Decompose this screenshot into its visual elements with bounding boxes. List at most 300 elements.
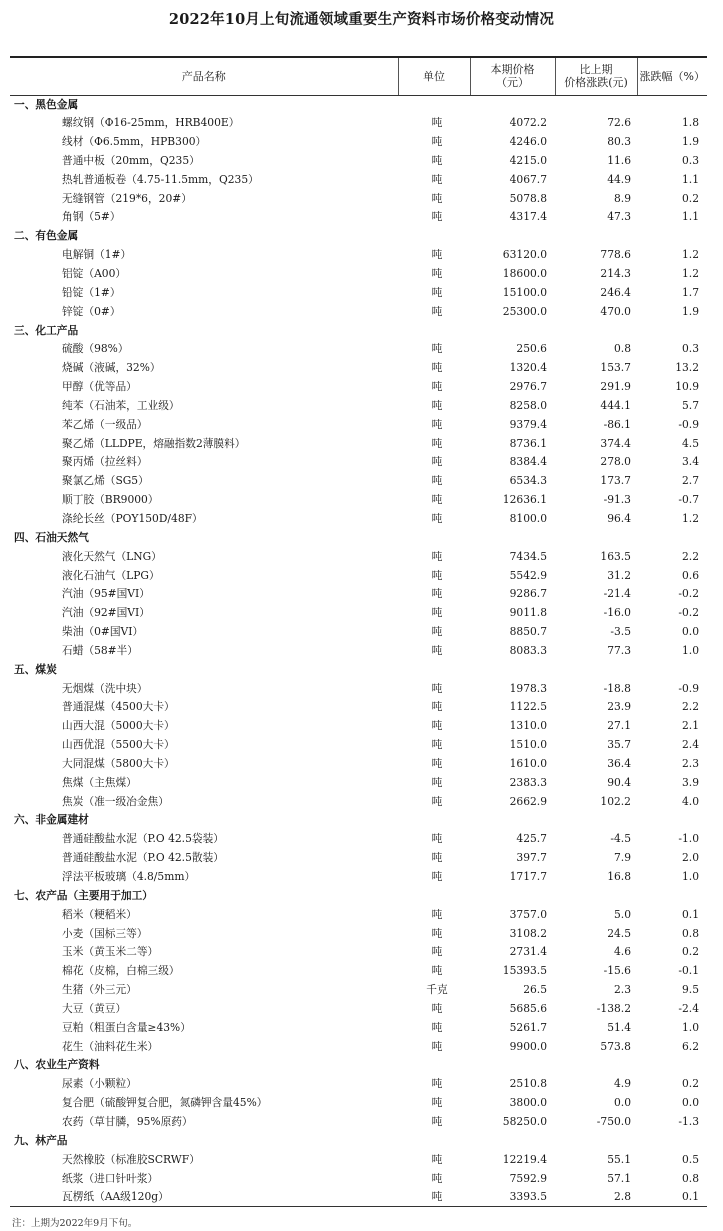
unit-cell: 吨 (431, 135, 443, 149)
pct-cell: -0.2 (678, 606, 699, 620)
pct-cell: 0.1 (637, 1188, 707, 1207)
price-cell: 26.5 (523, 983, 547, 997)
pct-cell: 0.2 (682, 945, 699, 959)
header-pct: 涨跌幅（%） (637, 57, 707, 95)
category-label: 九、林产品 (14, 1133, 68, 1147)
category-row (10, 1131, 707, 1150)
change-cell: 778.6 (600, 248, 631, 262)
product-name: 浮法平板玻璃（4.8/5mm） (62, 870, 196, 884)
product-name: 液化石油气（LPG） (62, 568, 160, 582)
pct-cell: 2.1 (682, 719, 699, 733)
pct-cell: 0.0 (682, 625, 699, 639)
unit-cell: 吨 (431, 417, 443, 431)
unit-cell: 吨 (431, 1039, 443, 1053)
product-name: 普通硅酸盐水泥（P.O 42.5袋装） (62, 832, 224, 846)
unit-cell: 吨 (431, 304, 443, 318)
table-row (10, 152, 707, 171)
product-name: 聚乙烯（LLDPE，熔融指数2薄膜料） (62, 436, 246, 450)
price-cell: 1610.0 (509, 756, 547, 770)
product-name: 柴油（0#国VI） (62, 625, 144, 639)
product-name: 顺丁胶（BR9000） (62, 493, 159, 507)
change-cell: -91.3 (603, 493, 631, 507)
pct-cell: 1.0 (682, 1020, 699, 1034)
price-cell: 2510.8 (509, 1077, 547, 1091)
pct-cell: -0.9 (678, 417, 699, 431)
page-title: 2022年10月上旬流通领域重要生产资料市场价格变动情况 (168, 11, 555, 28)
product-name: 复合肥（硫酸钾复合肥，氮磷钾含量45%） (62, 1096, 268, 1110)
change-cell: 0.0 (614, 1096, 631, 1110)
change-cell: 57.1 (607, 1171, 631, 1185)
pct-cell: 9.5 (682, 983, 699, 997)
change-cell: 55.1 (607, 1152, 631, 1166)
table-row (10, 397, 707, 416)
table-row (10, 566, 707, 585)
change-cell: -15.6 (603, 964, 631, 978)
pct-cell: 4.0 (682, 794, 699, 808)
change-cell: 214.3 (600, 267, 631, 281)
price-cell: 397.7 (516, 851, 547, 865)
product-name: 烧碱（液碱，32%） (62, 361, 161, 375)
pct-cell: -0.7 (678, 493, 699, 507)
change-cell: 72.6 (607, 116, 631, 130)
price-cell: 1717.7 (509, 870, 547, 884)
price-cell: 7592.9 (509, 1171, 547, 1185)
change-cell: 291.9 (600, 380, 631, 394)
pct-cell: 1.9 (682, 135, 699, 149)
table-row (10, 604, 707, 623)
product-name: 生猪（外三元） (62, 983, 137, 997)
unit-cell: 吨 (431, 1114, 443, 1128)
unit-cell: 吨 (431, 248, 443, 262)
pct-cell: 0.8 (682, 1171, 699, 1185)
product-name: 石蜡（58#半） (62, 643, 138, 657)
unit-cell: 吨 (431, 153, 443, 167)
table-body (10, 95, 707, 1207)
product-name: 铝锭（A00） (62, 267, 127, 281)
table-row (10, 133, 707, 152)
pct-cell: -1.0 (678, 832, 699, 846)
unit-cell: 吨 (431, 342, 443, 356)
change-cell: 8.9 (614, 191, 631, 205)
table-row (10, 472, 707, 491)
price-cell: 12219.4 (502, 1152, 547, 1166)
unit-cell: 吨 (431, 756, 443, 770)
category-row (10, 886, 707, 905)
price-cell: 18600.0 (502, 267, 547, 281)
header-price-line1: 本期价格 (490, 63, 535, 77)
unit-cell: 吨 (431, 568, 443, 582)
unit-cell: 吨 (431, 210, 443, 224)
product-name: 纸浆（进口针叶浆） (62, 1171, 159, 1185)
product-name: 线材（Φ6.5mm，HPB300） (62, 135, 207, 149)
unit-cell: 吨 (431, 832, 443, 846)
table-row (10, 114, 707, 133)
pct-cell: 1.8 (682, 116, 699, 130)
unit-cell: 吨 (431, 606, 443, 620)
change-cell: 374.4 (600, 436, 631, 450)
unit-cell: 吨 (431, 1171, 443, 1185)
table-row (10, 359, 707, 378)
price-cell: 1320.4 (509, 361, 547, 375)
unit-cell: 吨 (431, 1077, 443, 1091)
product-name: 角钢（5#） (62, 210, 121, 224)
price-cell: 9286.7 (509, 587, 547, 601)
unit-cell: 吨 (431, 267, 443, 281)
table-row (10, 1000, 707, 1019)
pct-cell: 10.9 (675, 380, 699, 394)
table-row (10, 830, 707, 849)
pct-cell: 2.0 (682, 851, 699, 865)
table-row (10, 962, 707, 981)
price-cell: 8083.3 (509, 643, 547, 657)
header-unit: 单位 (398, 57, 470, 95)
pct-cell: 5.7 (682, 398, 699, 412)
unit-cell: 千克 (426, 983, 448, 997)
unit-cell: 吨 (431, 851, 443, 865)
unit-cell: 吨 (431, 380, 443, 394)
change-cell: 4.9 (614, 1077, 631, 1091)
unit-cell: 吨 (431, 870, 443, 884)
unit-cell: 吨 (431, 191, 443, 205)
product-name: 螺纹钢（Φ16-25mm，HRB400E） (62, 116, 240, 130)
table-row (10, 717, 707, 736)
product-name: 天然橡胶（标准胶SCRWF） (62, 1152, 200, 1166)
table-row (10, 623, 707, 642)
table-row (10, 415, 707, 434)
table-row (10, 434, 707, 453)
pct-cell: -1.3 (678, 1114, 699, 1128)
category-label: 一、黑色金属 (14, 97, 79, 111)
price-cell: 5078.8 (509, 191, 547, 205)
category-row (10, 321, 707, 340)
unit-cell: 吨 (431, 436, 443, 450)
table-row (10, 283, 707, 302)
price-cell: 5261.7 (509, 1020, 547, 1034)
price-cell: 250.6 (516, 342, 547, 356)
price-cell: 7434.5 (509, 549, 547, 563)
header-product-name: 产品名称 (10, 57, 398, 95)
price-cell: 8384.4 (509, 455, 547, 469)
change-cell: 2.3 (614, 983, 631, 997)
table-row (10, 453, 707, 472)
table-row (10, 1075, 707, 1094)
table-row (10, 698, 707, 717)
pct-cell: 1.2 (682, 511, 699, 525)
header-change-line2: 价格涨跌(元) (564, 76, 628, 90)
price-cell: 8100.0 (509, 511, 547, 525)
product-name: 棉花（皮棉，白棉三级） (62, 964, 180, 978)
product-name: 焦炭（准一级冶金焦） (62, 794, 169, 808)
pct-cell: 0.2 (682, 1077, 699, 1091)
change-cell: 573.8 (600, 1039, 631, 1053)
category-label: 四、石油天然气 (14, 530, 89, 544)
unit-cell: 吨 (431, 116, 443, 130)
pct-cell: 2.2 (682, 549, 699, 563)
change-cell: 11.6 (607, 153, 631, 167)
product-name: 汽油（95#国VI） (62, 587, 150, 601)
table-row (10, 981, 707, 1000)
change-cell: -86.1 (603, 417, 631, 431)
pct-cell: 1.2 (682, 267, 699, 281)
pct-cell: 3.9 (682, 775, 699, 789)
unit-cell: 吨 (431, 625, 443, 639)
price-cell: 8736.1 (509, 436, 547, 450)
pct-cell: 1.2 (682, 248, 699, 262)
product-name: 豆粕（粗蛋白含量≥43%） (62, 1020, 191, 1034)
price-cell: 6534.3 (509, 474, 547, 488)
pct-cell: 3.4 (682, 455, 699, 469)
unit-cell: 吨 (431, 926, 443, 940)
table-row (10, 1169, 707, 1188)
pct-cell: 0.3 (682, 153, 699, 167)
product-name: 涤纶长丝（POY150D/48F） (62, 511, 203, 525)
change-cell: 16.8 (607, 870, 631, 884)
table-row (10, 1188, 707, 1207)
table-row (10, 755, 707, 774)
unit-cell: 吨 (431, 361, 443, 375)
product-name: 山西大混（5000大卡） (62, 719, 175, 733)
table-row (10, 378, 707, 397)
product-name: 锌锭（0#） (62, 304, 121, 318)
pct-cell: 1.0 (682, 643, 699, 657)
change-cell: 44.9 (607, 172, 631, 186)
price-cell: 8850.7 (509, 625, 547, 639)
table-row (10, 773, 707, 792)
price-cell: 8258.0 (509, 398, 547, 412)
change-cell: -750.0 (596, 1114, 631, 1128)
product-name: 电解铜（1#） (62, 248, 132, 262)
category-row (10, 528, 707, 547)
header-change (555, 57, 637, 95)
price-cell: 2976.7 (509, 380, 547, 394)
price-cell: 3393.5 (470, 1188, 555, 1207)
unit-cell: 吨 (431, 398, 443, 412)
change-cell: 102.2 (600, 794, 631, 808)
product-name: 农药（草甘膦，95%原药） (62, 1114, 193, 1128)
price-cell: 58250.0 (502, 1114, 547, 1128)
price-cell: 9379.4 (509, 417, 547, 431)
unit-cell: 吨 (431, 1001, 443, 1015)
table-row (10, 868, 707, 887)
unit-cell: 吨 (431, 285, 443, 299)
table-row (10, 510, 707, 529)
unit-cell: 吨 (431, 775, 443, 789)
price-cell: 5542.9 (509, 568, 547, 582)
category-label: 六、非金属建材 (14, 813, 89, 827)
unit-cell: 吨 (431, 945, 443, 959)
pct-cell: 2.3 (682, 756, 699, 770)
change-cell: 80.3 (607, 135, 631, 149)
table-row (10, 547, 707, 566)
change-cell: 470.0 (600, 304, 631, 318)
change-cell: 246.4 (600, 285, 631, 299)
category-label: 二、有色金属 (14, 229, 79, 243)
pct-cell: 0.2 (682, 191, 699, 205)
price-cell: 4067.7 (509, 172, 547, 186)
price-cell: 25300.0 (502, 304, 547, 318)
pct-cell: -0.2 (678, 587, 699, 601)
change-cell: -3.5 (610, 625, 631, 639)
pct-cell: 1.7 (682, 285, 699, 299)
product-name: 硫酸（98%） (62, 342, 129, 356)
header-price-line2: （元） (496, 76, 529, 90)
product-name: 纯苯（石油苯，工业级） (62, 398, 180, 412)
price-cell: 4246.0 (509, 135, 547, 149)
product-name: 普通混煤（4500大卡） (62, 700, 175, 714)
unit-cell: 吨 (431, 493, 443, 507)
table-row (10, 491, 707, 510)
pct-cell: 0.1 (682, 907, 699, 921)
change-cell: 0.8 (614, 342, 631, 356)
category-label: 七、农产品（主要用于加工） (14, 888, 153, 902)
pct-cell: 13.2 (675, 361, 699, 375)
category-row (10, 227, 707, 246)
footnote: 注：上期为2022年9月下旬。 (12, 1218, 138, 1229)
change-cell: 173.7 (600, 474, 631, 488)
change-cell: 23.9 (607, 700, 631, 714)
unit-cell: 吨 (431, 549, 443, 563)
table-row (10, 679, 707, 698)
unit-cell: 吨 (431, 1152, 443, 1166)
change-cell: 153.7 (600, 361, 631, 375)
price-cell: 1122.5 (509, 700, 547, 714)
unit-cell: 吨 (431, 794, 443, 808)
pct-cell: 1.1 (682, 210, 699, 224)
product-name: 聚丙烯（拉丝料） (62, 455, 148, 469)
price-cell: 1510.0 (509, 738, 547, 752)
table-row (10, 736, 707, 755)
change-cell: 444.1 (600, 398, 631, 412)
change-cell: 7.9 (614, 851, 631, 865)
header-change-line1: 比上期 (579, 63, 613, 77)
change-cell: 36.4 (607, 756, 631, 770)
price-cell: 9900.0 (509, 1039, 547, 1053)
table-row (10, 1094, 707, 1113)
product-name: 大同混煤（5800大卡） (62, 756, 175, 770)
product-name: 聚氯乙烯（SG5） (62, 474, 149, 488)
product-name: 苯乙烯（一级品） (62, 417, 148, 431)
pct-cell: 1.9 (682, 304, 699, 318)
table-row (10, 905, 707, 924)
product-name: 热轧普通板卷（4.75-11.5mm，Q235） (62, 172, 259, 186)
table-row (10, 189, 707, 208)
pct-cell: 0.3 (682, 342, 699, 356)
table-row (10, 170, 707, 189)
pct-cell: 0.8 (682, 926, 699, 940)
table-row (10, 265, 707, 284)
price-cell: 4317.4 (509, 210, 547, 224)
table-row (10, 1113, 707, 1132)
product-name: 稻米（粳稻米） (62, 907, 137, 921)
price-cell: 15393.5 (502, 964, 547, 978)
header-price (470, 57, 555, 95)
unit-cell: 吨 (431, 738, 443, 752)
product-name: 铅锭（1#） (62, 285, 121, 299)
table-row (10, 943, 707, 962)
category-row (10, 95, 707, 114)
table-header (10, 57, 707, 95)
table-row (10, 641, 707, 660)
unit-cell: 吨 (431, 587, 443, 601)
pct-cell: 1.1 (682, 172, 699, 186)
pct-cell: 0.0 (682, 1096, 699, 1110)
table-row (10, 246, 707, 265)
unit-cell: 吨 (431, 172, 443, 186)
price-cell: 4072.2 (509, 116, 547, 130)
unit-cell: 吨 (431, 681, 443, 695)
table-row (10, 1150, 707, 1169)
product-name: 无缝钢管（219*6，20#） (62, 191, 192, 205)
change-cell: 77.3 (607, 643, 631, 657)
table-row (10, 849, 707, 868)
pct-cell: 0.5 (682, 1152, 699, 1166)
price-cell: 3757.0 (509, 907, 547, 921)
product-name: 小麦（国标三等） (62, 926, 148, 940)
product-name: 玉米（黄玉米二等） (62, 945, 159, 959)
unit-cell: 吨 (431, 964, 443, 978)
price-cell: 15100.0 (502, 285, 547, 299)
change-cell: 47.3 (607, 210, 631, 224)
unit-cell: 吨 (431, 643, 443, 657)
product-name: 大豆（黄豆） (62, 1001, 127, 1015)
price-cell: 4215.0 (509, 153, 547, 167)
pct-cell: 2.7 (682, 474, 699, 488)
category-row (10, 660, 707, 679)
category-row (10, 811, 707, 830)
pct-cell: -0.9 (678, 681, 699, 695)
product-name: 瓦楞纸（AA级120g） (10, 1188, 398, 1207)
category-row (10, 1056, 707, 1075)
product-name: 甲醇（优等品） (62, 380, 137, 394)
table-row (10, 585, 707, 604)
table-row (10, 1018, 707, 1037)
product-name: 普通中板（20mm，Q235） (62, 153, 200, 167)
change-cell: -21.4 (603, 587, 631, 601)
change-cell: -4.5 (610, 832, 631, 846)
pct-cell: 6.2 (682, 1039, 699, 1053)
unit-cell: 吨 (431, 455, 443, 469)
price-cell: 3108.2 (509, 926, 547, 940)
change-cell: 2.8 (555, 1188, 637, 1207)
product-name: 汽油（92#国VI） (62, 606, 150, 620)
price-cell: 1310.0 (509, 719, 547, 733)
table-row (10, 302, 707, 321)
product-name: 普通硅酸盐水泥（P.O 42.5散装） (62, 851, 224, 865)
change-cell: -138.2 (596, 1001, 631, 1015)
pct-cell: 4.5 (682, 436, 699, 450)
pct-cell: -2.4 (678, 1001, 699, 1015)
price-cell: 12636.1 (502, 493, 547, 507)
product-name: 无烟煤（洗中块） (62, 681, 148, 695)
unit-cell: 吨 (398, 1188, 470, 1207)
table-row (10, 340, 707, 359)
unit-cell: 吨 (431, 719, 443, 733)
price-cell: 5685.6 (509, 1001, 547, 1015)
unit-cell: 吨 (431, 1096, 443, 1110)
category-label: 三、化工产品 (14, 323, 79, 337)
product-name: 焦煤（主焦煤） (62, 775, 137, 789)
pct-cell: 2.4 (682, 738, 699, 752)
unit-cell: 吨 (431, 700, 443, 714)
change-cell: 4.6 (614, 945, 631, 959)
product-name: 花生（油料花生米） (62, 1039, 159, 1053)
price-cell: 2731.4 (509, 945, 547, 959)
product-name: 尿素（小颗粒） (62, 1077, 137, 1091)
product-name: 山西优混（5500大卡） (62, 738, 175, 752)
price-cell: 9011.8 (509, 606, 547, 620)
change-cell: 31.2 (607, 568, 631, 582)
unit-cell: 吨 (431, 907, 443, 921)
